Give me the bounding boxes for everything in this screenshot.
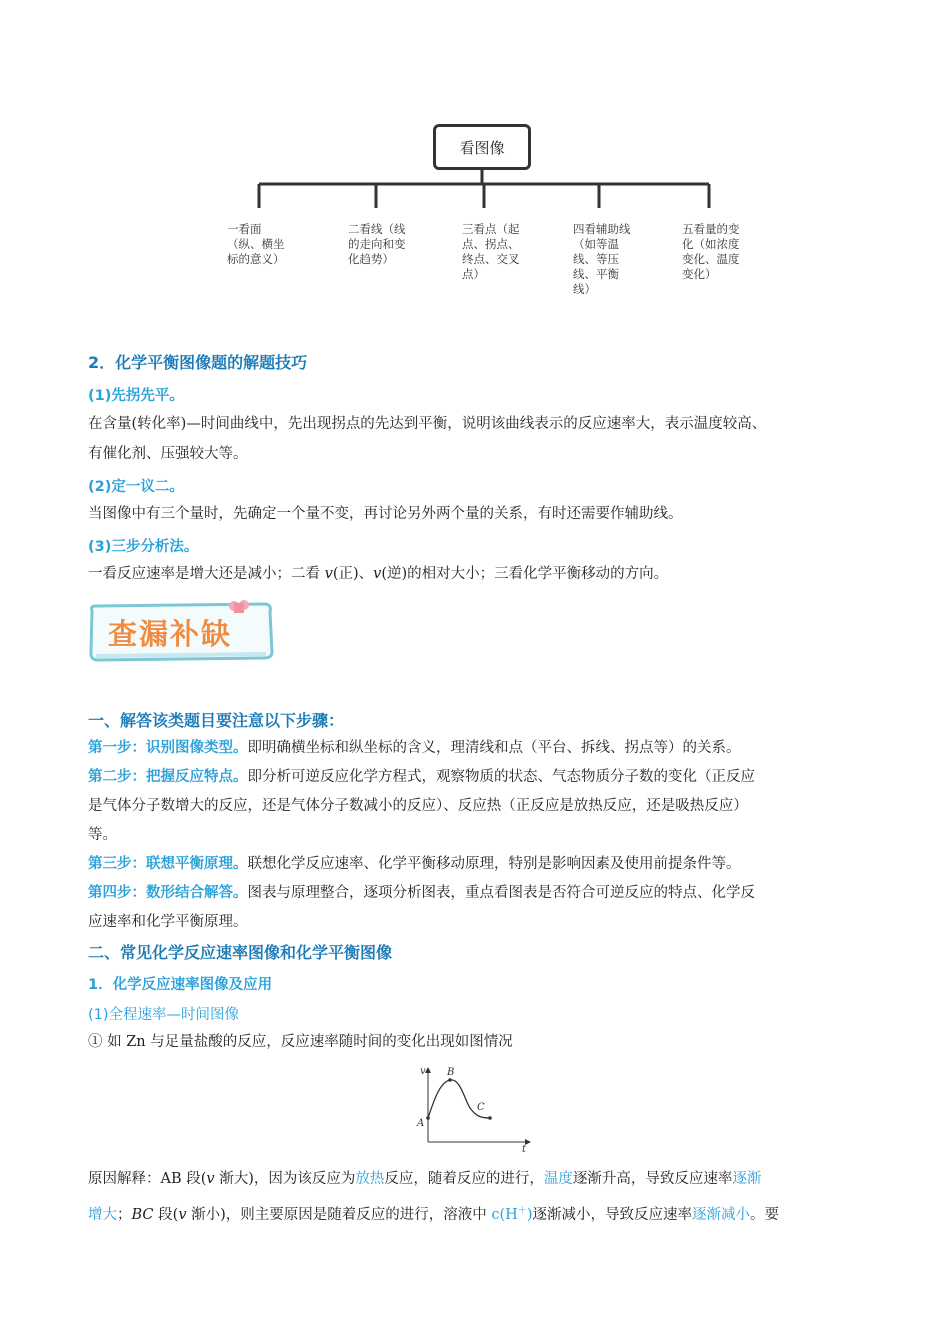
sec2-tip1-title: (1)先拐先平。 <box>88 388 184 404</box>
step-4: 第四步：数形结合解答。图表与原理整合，逐项分析图表，重点看图表是否符合可逆反应的特点、化学反 <box>88 885 755 901</box>
step-2-line2: 是气体分子数增大的反应，还是气体分子数减小的反应）、反应热（正反应是放热反应，还是吸热反应） <box>88 798 748 814</box>
secb-sub1: 1．化学反应速率图像及应用 <box>88 977 273 993</box>
tree-child-3: 三看点（起点、拐点、终点、交叉点） <box>462 222 520 281</box>
graph-point-a <box>426 1116 430 1120</box>
steps-title: 一、解答该类题目要注意以下步骤： <box>88 711 345 730</box>
step-4-lead: 第四步：数形结合解答。 <box>88 885 248 901</box>
sec2-tip1-line1: 在含量(转化率)—时间曲线中，先出现拐点的先达到平衡，说明该曲线表示的反应速率大，表示温度较高、 <box>88 416 767 432</box>
sec2-tip3-title: (3)三步分析法。 <box>88 539 199 555</box>
banner <box>86 600 276 662</box>
rate-time-graph <box>410 1062 535 1154</box>
step-1-lead: 第一步：识别图像类型。 <box>88 740 248 756</box>
tree-root-label: 看图像 <box>459 138 505 157</box>
explain-line-2: 增大；BC 段(v 渐小)，则主要原因是随着反应的进行，溶液中 c(H＋)逐渐减小，导致反应速率逐渐减小。要 <box>88 1206 780 1223</box>
sec2-tip1-line2: 有催化剂、压强较大等。 <box>88 446 248 462</box>
explain-line-1: 原因解释：AB 段(v 渐大)，因为该反应为放热反应，随着反应的进行，温度逐渐升高，导致反应速率逐渐 <box>88 1171 762 1187</box>
step-4-line2: 应速率和化学平衡原理。 <box>88 914 248 930</box>
graph-label-b: B <box>447 1067 455 1078</box>
tree-child-1: 一看面（纵、横坐标的意义） <box>227 222 285 266</box>
step-3-lead: 第三步：联想平衡原理。 <box>88 856 248 872</box>
step-1: 第一步：识别图像类型。即明确横坐标和纵坐标的含义，理清线和点（平台、拆线、拐点等）的关系。 <box>88 740 741 756</box>
tree-child-4: 四看辅助线（如等温线、等压线、平衡线） <box>573 222 631 296</box>
step-2-lead: 第二步：把握反应特点。 <box>88 769 248 785</box>
tree-child-2: 二看线（线的走向和变化趋势） <box>348 222 406 266</box>
sec2-tip3-line: 一看反应速率是增大还是减小；二看 v(正)、v(逆)的相对大小；三看化学平衡移动的方向。 <box>88 566 669 582</box>
sec2-title: 2．化学平衡图像题的解题技巧 <box>88 353 308 372</box>
graph-label-c: C <box>477 1102 485 1113</box>
graph-point-c <box>488 1116 492 1120</box>
step-2-line3: 等。 <box>88 827 117 843</box>
step-2: 第二步：把握反应特点。即分析可逆反应化学方程式，观察物质的状态、气态物质分子数的变化（正反应 <box>88 769 755 785</box>
graph-label-a: A <box>417 1118 425 1129</box>
banner-text: 查漏补缺 <box>108 617 233 651</box>
sec2-tip2-title: (2)定一议二。 <box>88 479 184 495</box>
secb-example: ① 如 Zn 与足量盐酸的反应，反应速率随时间的变化出现如图情况 <box>88 1034 513 1050</box>
graph-x-label: t <box>522 1144 527 1154</box>
graph-y-label: v <box>420 1066 426 1077</box>
secb-title: 二、常见化学反应速率图像和化学平衡图像 <box>88 943 393 962</box>
step-3: 第三步：联想平衡原理。联想化学反应速率、化学平衡移动原理，特别是影响因素及使用前提条件等。 <box>88 856 741 872</box>
graph-point-b <box>448 1078 452 1082</box>
sec2-tip2-line: 当图像中有三个量时，先确定一个量不变，再讨论另外两个量的关系，有时还需要作辅助线。 <box>88 506 683 522</box>
tree-connectors <box>0 0 950 240</box>
secb-sub1-1: (1)全程速率—时间图像 <box>88 1007 240 1023</box>
tree-child-5: 五看量的变化（如浓度变化、温度变化） <box>682 222 740 281</box>
